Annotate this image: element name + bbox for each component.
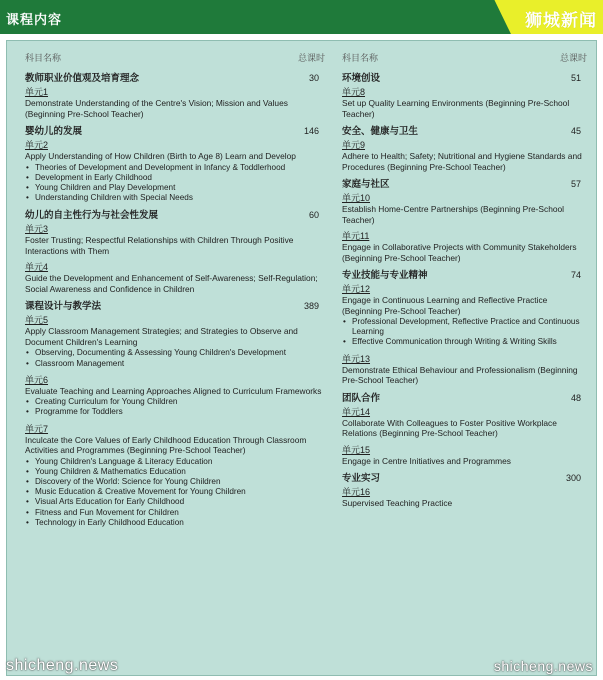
unit-description: Engage in Continuous Learning and Reflective Practice (Beginning Pre-School Teacher) — [342, 295, 548, 316]
course-title: 专业实习 — [342, 473, 381, 485]
unit-topic-list — [25, 348, 325, 368]
unit-topic-item: • Observing, Documenting & Assessing Young Children's Development — [35, 348, 325, 358]
course-hours: 389 — [303, 301, 319, 312]
right-column-header — [342, 51, 587, 73]
unit-label: 单元15 — [342, 444, 371, 455]
unit-description: Inculcate the Core Values of Early Childhood Education Through Classroom Activities and Programmes (Beginning Pre-School Teacher) — [25, 434, 307, 456]
unit-item — [25, 262, 325, 294]
unit-description: Demonstrate Understanding of the Centre's Vision; Mission and Values (Beginning Pre-School Teacher) — [25, 98, 288, 119]
course-hours: 74 — [570, 270, 581, 280]
unit-label: 单元10 — [342, 193, 371, 203]
unit-label: 单元9 — [342, 140, 366, 150]
page-title: 课程内容 — [6, 12, 63, 27]
unit-item — [342, 407, 587, 439]
course-block — [342, 473, 587, 509]
unit-description: Supervised Teaching Practice — [342, 498, 453, 509]
unit-topic-item: • Discovery of the World: Science for Young Children — [35, 477, 325, 487]
course-block — [25, 73, 325, 119]
course-title: 幼儿的自主性行为与社会性发展 — [25, 210, 159, 222]
unit-description: Foster Trusting; Respectful Relationships with Children Through Positive Interactions with Them — [25, 235, 294, 256]
unit-label: 单元11 — [342, 231, 370, 241]
unit-topic-item: • Understanding Children with Special Needs — [35, 193, 325, 203]
unit-topic-item: • Fitness and Fun Movement for Children — [35, 508, 325, 518]
unit-description: Adhere to Health; Safety; Nutritional and Hygiene Standards and Procedures (Beginning Pre-School Teacher) — [342, 151, 582, 172]
unit-item — [25, 87, 325, 119]
unit-topic-item: • Music Education & Creative Movement for Young Children — [35, 487, 325, 497]
unit-item — [342, 193, 587, 225]
unit-label: 单元14 — [342, 406, 371, 417]
course-title: 安全、健康与卫生 — [342, 126, 419, 137]
unit-item — [342, 87, 587, 119]
course-hours: 146 — [303, 126, 319, 136]
unit-topic-item: • Programme for Toddlers — [35, 407, 325, 417]
unit-label: 单元6 — [25, 374, 49, 385]
unit-label: 单元3 — [25, 224, 49, 235]
course-hours: 300 — [565, 473, 581, 484]
unit-topic-list — [25, 163, 325, 204]
unit-item — [342, 354, 587, 386]
unit-topic-item: • Development in Early Childhood — [35, 173, 325, 183]
unit-item — [342, 231, 587, 263]
course-title: 专业技能与专业精神 — [342, 270, 428, 281]
unit-description: Engage in Collaborative Projects with Community Stakeholders (Beginning Pre-School Teacher) — [342, 242, 577, 263]
unit-topic-item: • Young Children and Play Development — [35, 183, 325, 193]
unit-topic-list — [25, 397, 325, 417]
unit-item — [25, 424, 325, 528]
unit-item — [25, 375, 325, 418]
header-bar — [0, 0, 603, 34]
unit-item — [25, 224, 325, 256]
column-header-name: 科目名称 — [25, 53, 62, 63]
unit-topic-item: • Theories of Development and Development in Infancy & Toddlerhood — [35, 163, 325, 173]
course-title: 团队合作 — [342, 392, 381, 404]
unit-description: Guide the Development and Enhancement of Self-Awareness; Self-Regulation; Social Awareness and Confidence in Children — [25, 273, 318, 294]
column-header-hours: 总课时 — [297, 53, 325, 63]
course-block — [342, 73, 587, 119]
left-column-header — [25, 51, 325, 73]
course-title: 课程设计与教学法 — [25, 301, 102, 313]
unit-item — [342, 140, 587, 172]
unit-topic-item: • Technology in Early Childhood Education — [35, 518, 325, 528]
course-block — [342, 179, 587, 263]
unit-topic-item: • Young Children's Language & Literacy Education — [35, 457, 325, 467]
unit-description: Engage in Centre Initiatives and Programmes — [342, 455, 511, 466]
course-block — [342, 126, 587, 172]
watermark-left: shicheng.news — [6, 657, 119, 674]
unit-description: Establish Home-Centre Partnerships (Beginning Pre-School Teacher) — [342, 204, 565, 225]
course-hours: 48 — [570, 392, 581, 403]
right-column — [342, 51, 587, 516]
course-hours: 57 — [570, 179, 581, 189]
unit-label: 单元1 — [25, 87, 49, 97]
course-block — [342, 393, 587, 467]
unit-topic-item: • Effective Communication through Writing & Writing Skills — [352, 337, 587, 347]
unit-description: Apply Understanding of How Children (Birth to Age 8) Learn and Develop — [25, 151, 296, 161]
brand-logo-text: 狮城新闻 — [525, 11, 597, 31]
unit-description: Apply Classroom Management Strategies; and Strategies to Observe and Document Children's Learning — [25, 326, 298, 347]
unit-item — [342, 487, 587, 509]
course-block — [342, 270, 587, 386]
course-block — [25, 301, 325, 528]
unit-label: 单元2 — [25, 140, 49, 150]
course-hours: 60 — [308, 210, 319, 221]
unit-label: 单元8 — [342, 87, 366, 97]
course-title: 环境创设 — [342, 73, 381, 84]
unit-topic-item: • Classroom Management — [35, 359, 325, 369]
course-hours: 45 — [570, 126, 581, 136]
unit-description: Collaborate With Colleagues to Foster Positive Workplace Relations (Beginning Pre-School Teacher) — [342, 417, 557, 439]
unit-item — [342, 284, 587, 348]
unit-topic-item: • Young Children & Mathematics Education — [35, 467, 325, 477]
course-block — [25, 210, 325, 294]
unit-label: 单元13 — [342, 353, 371, 364]
unit-description: Set up Quality Learning Environments (Beginning Pre-School Teacher) — [342, 98, 570, 119]
course-block — [25, 126, 325, 203]
column-header-name: 科目名称 — [342, 53, 379, 63]
watermark-right: shicheng.news — [493, 658, 593, 674]
unit-topic-list — [25, 457, 325, 528]
unit-label: 单元5 — [25, 315, 49, 326]
course-title: 教师职业价值观及培育理念 — [25, 73, 140, 84]
unit-label: 单元12 — [342, 284, 371, 294]
unit-description: Demonstrate Ethical Behaviour and Professionalism (Beginning Pre-School Teacher) — [342, 364, 578, 386]
course-panel — [6, 40, 597, 676]
unit-description: Evaluate Teaching and Learning Approaches Aligned to Curriculum Frameworks — [25, 385, 322, 396]
unit-item — [25, 140, 325, 203]
column-header-hours: 总课时 — [559, 53, 587, 63]
unit-topic-list — [342, 317, 587, 348]
unit-item — [342, 445, 587, 467]
unit-topic-item: • Visual Arts Education for Early Childhood — [35, 497, 325, 507]
unit-label: 单元16 — [342, 487, 371, 498]
course-title: 婴幼儿的发展 — [25, 126, 83, 137]
unit-item — [25, 315, 325, 368]
unit-label: 单元4 — [25, 262, 49, 273]
course-hours: 30 — [308, 73, 319, 83]
course-hours: 51 — [570, 73, 581, 83]
unit-topic-item: • Creating Curriculum for Young Children — [35, 397, 325, 407]
left-column — [25, 51, 325, 535]
course-title: 家庭与社区 — [342, 179, 390, 190]
unit-topic-item: • Professional Development, Reflective Practice and Continuous Learning — [352, 317, 587, 337]
unit-label: 单元7 — [25, 423, 49, 434]
